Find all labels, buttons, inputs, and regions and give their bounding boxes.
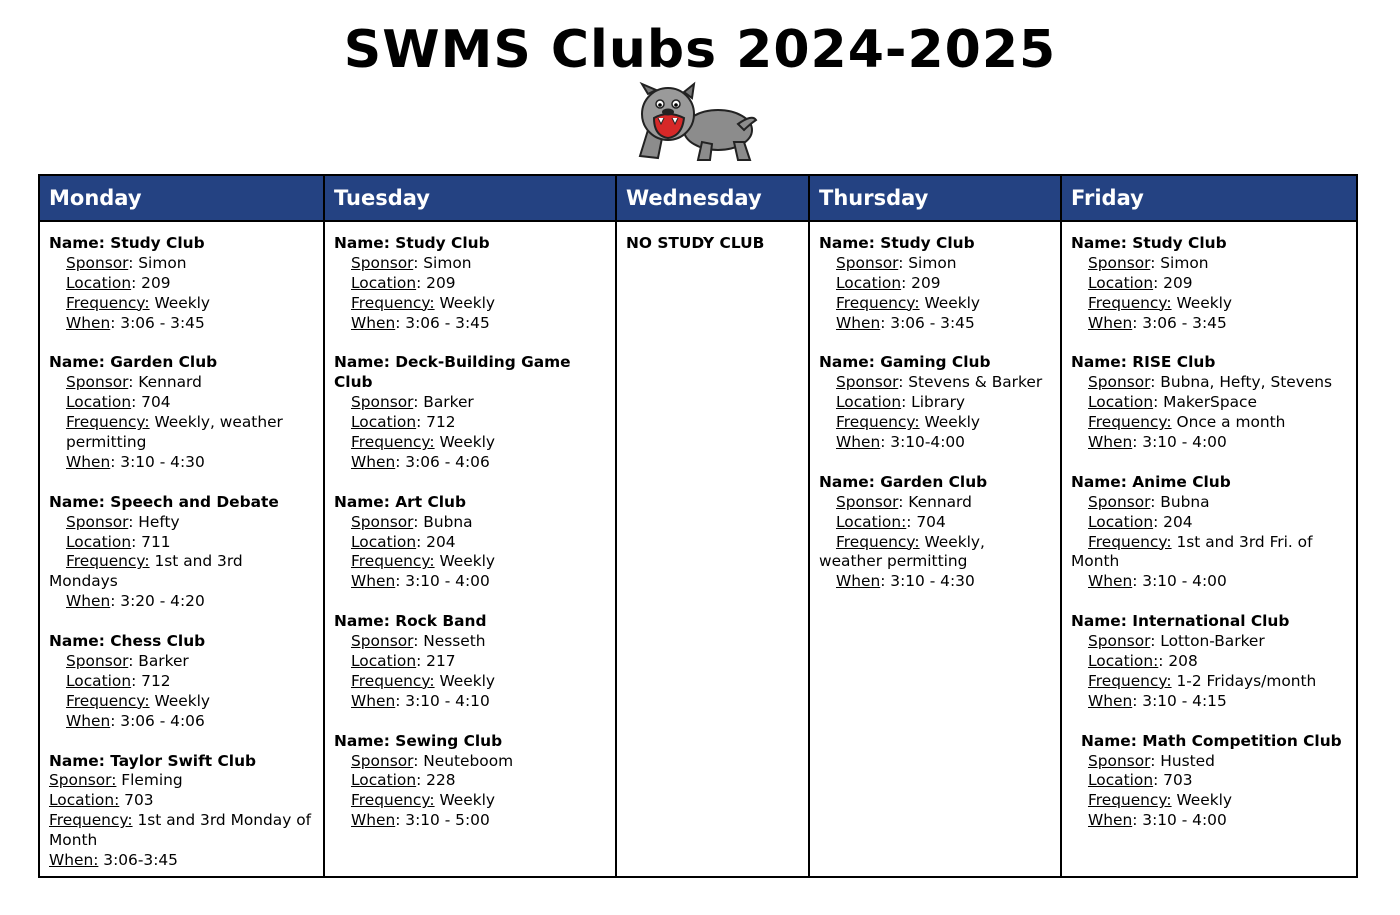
- club-name: Name: International Club: [1071, 612, 1290, 631]
- frequency-value-cont: weather permitting: [819, 552, 968, 571]
- club-entry: [49, 493, 317, 612]
- frequency-value: Weekly: [1171, 791, 1233, 810]
- club-entry: [49, 632, 317, 732]
- when-label: When: [66, 313, 111, 332]
- location-value: : 204: [1153, 512, 1193, 531]
- sponsor-value: : Hefty: [128, 512, 180, 531]
- location-value: : 208: [1158, 651, 1198, 670]
- frequency-label: Frequency:: [351, 433, 435, 452]
- location-value: : 703: [1153, 771, 1193, 790]
- when-value: : 3:10-4:00: [880, 433, 965, 452]
- frequency-value: Once a month: [1171, 413, 1286, 432]
- location-label: Location: [351, 273, 417, 292]
- club-entry: [49, 752, 317, 871]
- clubs-schedule-table: [38, 174, 1358, 878]
- when-label: When: [836, 572, 881, 591]
- frequency-label: Frequency:: [49, 811, 133, 830]
- sponsor-label: Sponsor: [66, 373, 129, 392]
- club-entry: [1071, 353, 1350, 453]
- location-value: : 209: [416, 273, 456, 292]
- frequency-label: Frequency:: [1088, 413, 1172, 432]
- sponsor-label: Sponsor: [351, 253, 414, 272]
- tuesday-column: [324, 221, 616, 877]
- frequency-value: Weekly: [149, 293, 211, 312]
- sponsor-value: : Nesseth: [413, 632, 486, 651]
- sponsor-label: Sponsor: [836, 492, 899, 511]
- sponsor-value: : Bubna, Hefty, Stevens: [1150, 373, 1333, 392]
- sponsor-label: Sponsor: [351, 512, 414, 531]
- sponsor-value: : Barker: [128, 651, 189, 670]
- sponsor-label: Sponsor: [1088, 373, 1151, 392]
- club-entry: [1071, 732, 1350, 832]
- club-name: Name: Garden Club: [49, 353, 218, 372]
- frequency-value: Weekly: [434, 293, 496, 312]
- when-label: When: [1088, 572, 1133, 591]
- club-name: Name: Rock Band: [334, 612, 487, 631]
- location-label: Location: [836, 273, 902, 292]
- club-name: Name: Sewing Club: [334, 731, 503, 750]
- when-value: : 3:10 - 4:00: [1132, 433, 1227, 452]
- sponsor-value: : Kennard: [128, 373, 202, 392]
- location-label: Location: [1088, 512, 1154, 531]
- club-entry: [1071, 234, 1350, 334]
- sponsor-value: Fleming: [116, 771, 183, 790]
- location-value: : 209: [901, 273, 941, 292]
- location-label: Location:: [1088, 651, 1159, 670]
- sponsor-value: : Neuteboom: [413, 751, 514, 770]
- club-entry: [334, 612, 609, 712]
- when-label: When: [66, 711, 111, 730]
- frequency-label: Frequency:: [1088, 293, 1172, 312]
- location-value: : 712: [416, 413, 456, 432]
- when-value: : 3:06 - 3:45: [880, 313, 975, 332]
- club-name: Name: RISE Club: [1071, 353, 1216, 372]
- frequency-label: Frequency:: [351, 671, 435, 690]
- sponsor-value: : Barker: [413, 393, 474, 412]
- frequency-value: Weekly: [919, 293, 981, 312]
- sponsor-value: : Bubna: [1150, 492, 1210, 511]
- when-label: When: [1088, 691, 1133, 710]
- when-label: When: [351, 452, 396, 471]
- club-name: Name: Math Competition Club: [1081, 731, 1342, 750]
- location-value: : 712: [131, 671, 171, 690]
- location-value: : 704: [131, 393, 171, 412]
- frequency-label: Frequency:: [1088, 671, 1172, 690]
- frequency-label: Frequency:: [66, 691, 150, 710]
- location-label: Location: [1088, 771, 1154, 790]
- frequency-label: Frequency:: [351, 293, 435, 312]
- frequency-value: Weekly: [919, 413, 981, 432]
- club-entry: [1071, 612, 1350, 712]
- sponsor-label: Sponsor: [1088, 751, 1151, 770]
- day-header-monday: Monday: [39, 175, 324, 221]
- location-label: Location:: [49, 791, 120, 810]
- sponsor-label: Sponsor: [66, 512, 129, 531]
- when-label: When: [351, 691, 396, 710]
- when-value: : 3:10 - 4:10: [395, 691, 490, 710]
- location-value: : 704: [906, 512, 946, 531]
- when-value: : 3:10 - 4:30: [880, 572, 975, 591]
- club-name: Name: Gaming Club: [819, 353, 991, 372]
- wednesday-column: [616, 221, 809, 877]
- friday-column: [1061, 221, 1357, 877]
- location-label: Location: [351, 651, 417, 670]
- when-value: 3:06-3:45: [98, 851, 178, 870]
- club-entry: [49, 353, 317, 472]
- monday-column: [39, 221, 324, 877]
- frequency-value-cont: Month: [1071, 552, 1120, 571]
- frequency-label: Frequency:: [1088, 532, 1172, 551]
- when-value: : 3:20 - 4:20: [110, 592, 205, 611]
- when-value: : 3:06 - 3:45: [1132, 313, 1227, 332]
- location-value: : 204: [416, 532, 456, 551]
- when-label: When: [1088, 313, 1133, 332]
- frequency-label: Frequency:: [66, 293, 150, 312]
- sponsor-label: Sponsor: [836, 253, 899, 272]
- sponsor-value: : Simon: [413, 253, 472, 272]
- day-header-thursday: Thursday: [809, 175, 1061, 221]
- sponsor-label: Sponsor: [1088, 253, 1151, 272]
- sponsor-value: : Bubna: [413, 512, 473, 531]
- frequency-value-cont: Mondays: [49, 572, 118, 591]
- location-label: Location: [1088, 273, 1154, 292]
- club-name: Name: Study Club: [819, 234, 975, 252]
- club-entry: [49, 234, 317, 334]
- thursday-column: [809, 221, 1061, 877]
- when-label: When: [66, 452, 111, 471]
- sponsor-label: Sponsor:: [49, 771, 117, 790]
- sponsor-value: : Simon: [1150, 253, 1209, 272]
- sponsor-value: : Simon: [898, 253, 957, 272]
- frequency-value: Weekly,: [919, 532, 985, 551]
- when-value: : 3:06 - 3:45: [110, 313, 205, 332]
- club-entry: [334, 493, 609, 593]
- sponsor-value: : Kennard: [898, 492, 972, 511]
- day-header-tuesday: Tuesday: [324, 175, 616, 221]
- when-label: When:: [49, 851, 99, 870]
- location-value: : 711: [131, 532, 171, 551]
- club-entry: [334, 353, 609, 472]
- sponsor-label: Sponsor: [66, 651, 129, 670]
- sponsor-label: Sponsor: [351, 751, 414, 770]
- frequency-value: 1st and 3rd Monday of Month: [49, 811, 312, 850]
- sponsor-label: Sponsor: [1088, 632, 1151, 651]
- club-name: Name: Study Club: [1071, 234, 1227, 252]
- frequency-value: Weekly: [434, 552, 496, 571]
- location-label: Location: [66, 532, 132, 551]
- when-label: When: [351, 572, 396, 591]
- frequency-label: Frequency:: [836, 293, 920, 312]
- club-name: Name: Deck-Building Game Club: [334, 353, 571, 392]
- location-label: Location: [66, 671, 132, 690]
- frequency-label: Frequency:: [351, 791, 435, 810]
- club-entry: [819, 234, 1054, 334]
- club-name: Name: Anime Club: [1071, 472, 1231, 491]
- club-entry: [1071, 473, 1350, 592]
- when-label: When: [351, 313, 396, 332]
- sponsor-value: : Stevens & Barker: [898, 373, 1043, 392]
- sponsor-value: : Husted: [1150, 751, 1215, 770]
- frequency-label: Frequency:: [66, 552, 150, 571]
- no-study-club-note: NO STUDY CLUB: [626, 234, 765, 252]
- page-title: SWMS Clubs 2024-2025: [343, 20, 1057, 80]
- when-label: When: [1088, 811, 1133, 830]
- day-header-wednesday: Wednesday: [616, 175, 809, 221]
- when-value: : 3:06 - 4:06: [110, 711, 205, 730]
- frequency-value: Weekly: [434, 791, 496, 810]
- frequency-value: Weekly: [434, 671, 496, 690]
- location-label: Location: [351, 413, 417, 432]
- sponsor-label: Sponsor: [1088, 492, 1151, 511]
- frequency-value: Weekly: [149, 691, 211, 710]
- location-label: Location: [1088, 393, 1154, 412]
- frequency-value: 1-2 Fridays/month: [1171, 671, 1317, 690]
- club-name: Name: Study Club: [49, 234, 205, 252]
- location-value: : 209: [131, 273, 171, 292]
- when-label: When: [1088, 433, 1133, 452]
- when-label: When: [836, 433, 881, 452]
- day-header-friday: Friday: [1061, 175, 1357, 221]
- when-label: When: [66, 592, 111, 611]
- sponsor-label: Sponsor: [836, 373, 899, 392]
- club-name: Name: Taylor Swift Club: [49, 751, 257, 770]
- location-label: Location: [66, 393, 132, 412]
- club-name: Name: Garden Club: [819, 472, 988, 491]
- when-value: : 3:10 - 4:00: [1132, 572, 1227, 591]
- club-entry: [334, 234, 609, 334]
- when-label: When: [836, 313, 881, 332]
- sponsor-label: Sponsor: [351, 632, 414, 651]
- when-value: : 3:06 - 3:45: [395, 313, 490, 332]
- day-header-row: [39, 175, 1357, 221]
- sponsor-value: : Lotton-Barker: [1150, 632, 1265, 651]
- location-label: Location:: [836, 512, 907, 531]
- club-name: Name: Art Club: [334, 492, 467, 511]
- location-value: : 217: [416, 651, 456, 670]
- when-value: : 3:10 - 5:00: [395, 811, 490, 830]
- sponsor-label: Sponsor: [66, 253, 129, 272]
- frequency-label: Frequency:: [836, 413, 920, 432]
- club-entry: [334, 732, 609, 832]
- club-name: Name: Speech and Debate: [49, 492, 279, 511]
- club-entry: [819, 353, 1054, 453]
- location-value: : Library: [901, 393, 966, 412]
- club-name: Name: Chess Club: [49, 632, 206, 651]
- location-label: Location: [351, 771, 417, 790]
- location-value: : 228: [416, 771, 456, 790]
- location-label: Location: [66, 273, 132, 292]
- club-entry: [819, 473, 1054, 592]
- location-label: Location: [836, 393, 902, 412]
- when-value: : 3:10 - 4:00: [1132, 811, 1227, 830]
- frequency-label: Frequency:: [836, 532, 920, 551]
- when-value: : 3:10 - 4:00: [395, 572, 490, 591]
- club-name: Name: Study Club: [334, 234, 490, 252]
- frequency-value: Weekly, weather permitting: [66, 413, 283, 452]
- location-value: : MakerSpace: [1153, 393, 1257, 412]
- frequency-value: 1st and 3rd: [149, 552, 243, 571]
- frequency-value: Weekly: [1171, 293, 1233, 312]
- location-label: Location: [351, 532, 417, 551]
- frequency-label: Frequency:: [351, 552, 435, 571]
- frequency-label: Frequency:: [1088, 791, 1172, 810]
- sponsor-value: : Simon: [128, 253, 187, 272]
- when-label: When: [351, 811, 396, 830]
- frequency-value: Weekly: [434, 433, 496, 452]
- when-value: : 3:10 - 4:15: [1132, 691, 1227, 710]
- bulldog-mascot-icon: [634, 80, 760, 162]
- sponsor-label: Sponsor: [351, 393, 414, 412]
- location-value: : 209: [1153, 273, 1193, 292]
- when-value: : 3:06 - 4:06: [395, 452, 490, 471]
- when-value: : 3:10 - 4:30: [110, 452, 205, 471]
- frequency-label: Frequency:: [66, 413, 150, 432]
- location-value: 703: [119, 791, 154, 810]
- frequency-value: 1st and 3rd Fri. of: [1171, 532, 1313, 551]
